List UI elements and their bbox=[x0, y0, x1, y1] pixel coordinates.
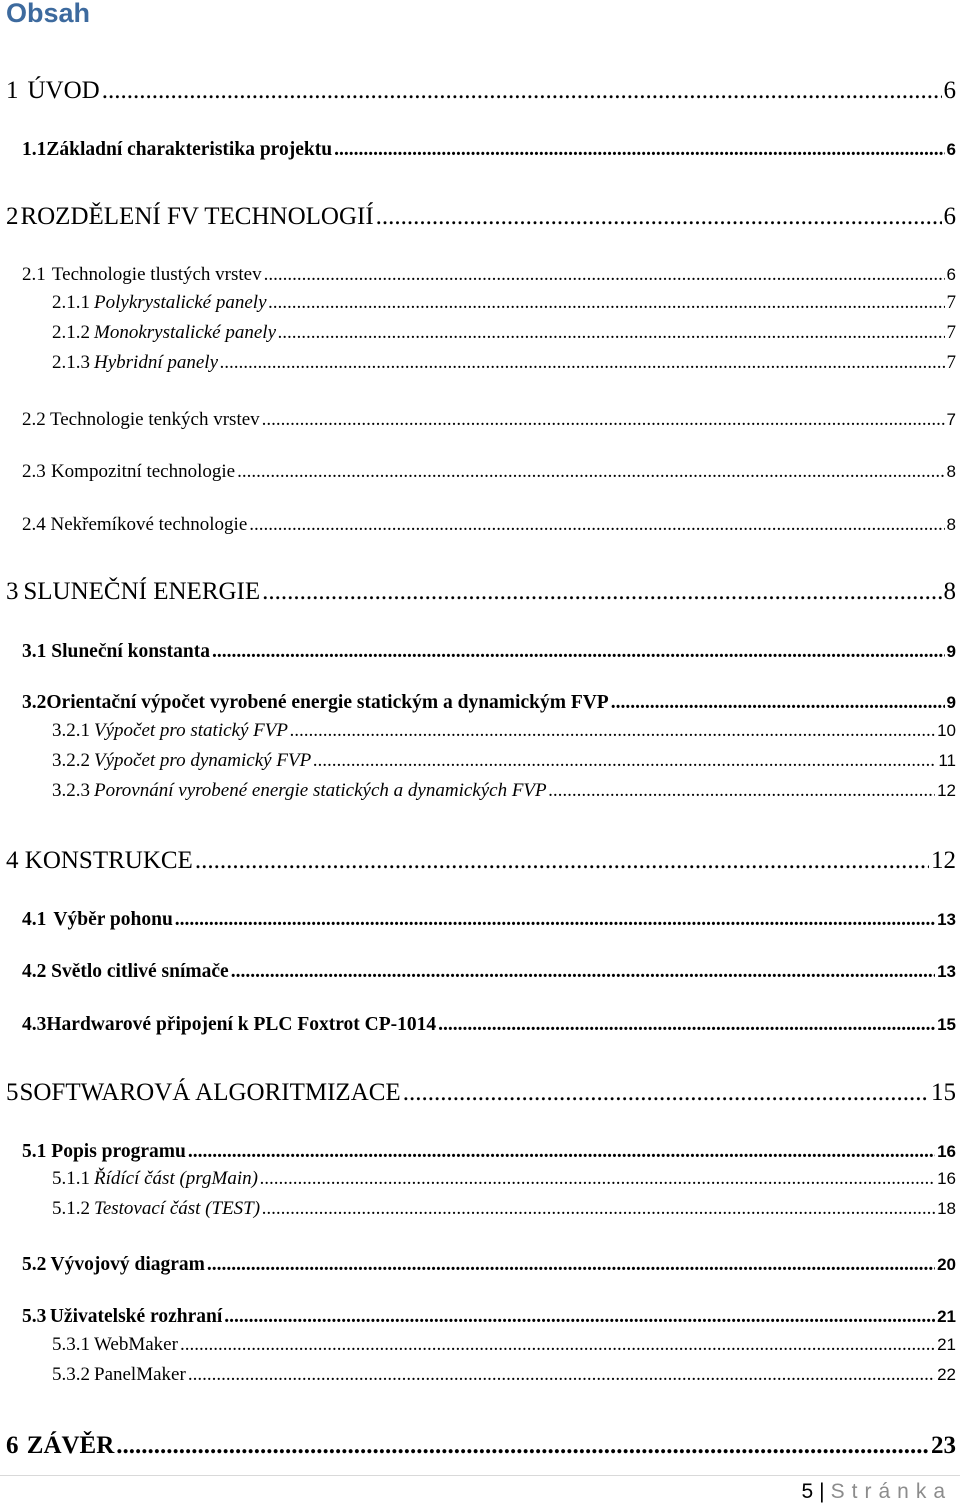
toc-number: 4.2 bbox=[22, 961, 47, 982]
toc-entry-subsection[interactable] bbox=[52, 322, 956, 344]
toc-entry-section[interactable] bbox=[22, 264, 956, 286]
toc-leader-dots bbox=[264, 264, 945, 286]
toc-page-number: 7 bbox=[946, 322, 956, 343]
toc-entry-section[interactable] bbox=[22, 139, 956, 163]
toc-leader-dots bbox=[212, 641, 945, 663]
toc-leader-dots bbox=[231, 961, 935, 983]
toc-title: ROZDĚLENÍ FV TECHNOLOGIÍ bbox=[20, 203, 374, 230]
toc-leader-dots bbox=[376, 203, 942, 231]
toc-entry-section[interactable] bbox=[22, 1014, 956, 1038]
toc-number: 1.1 bbox=[22, 139, 47, 160]
toc-number: 4.3 bbox=[22, 1014, 47, 1035]
toc-leader-dots bbox=[237, 461, 944, 483]
toc-title: Kompozitní technologie bbox=[50, 461, 236, 482]
toc-title: Výběr pohonu bbox=[53, 909, 173, 930]
toc-number: 5.3.2 bbox=[52, 1364, 90, 1385]
toc-number: 3.2 bbox=[22, 692, 47, 713]
toc-entry-subsection[interactable] bbox=[52, 780, 956, 802]
toc-title: Sluneční konstanta bbox=[51, 641, 210, 662]
toc-number: 2.3 bbox=[22, 461, 46, 482]
toc-number: 5.3 bbox=[22, 1306, 47, 1327]
toc-number: 6 bbox=[6, 1432, 19, 1459]
toc-page-number: 7 bbox=[946, 352, 956, 373]
toc-page-number: 10 bbox=[937, 721, 956, 740]
toc-title: Testovací část (TEST) bbox=[94, 1198, 261, 1219]
toc-title: Polykrystalické panely bbox=[94, 292, 267, 313]
toc-title: Monokrystalické panely bbox=[94, 322, 277, 343]
toc-entry-subsection[interactable] bbox=[52, 352, 956, 374]
toc-page-number: 8 bbox=[943, 578, 956, 605]
footer-page-number: 5 bbox=[801, 1480, 814, 1503]
toc-page-number: 15 bbox=[931, 1079, 956, 1106]
toc-entry-section[interactable] bbox=[22, 961, 956, 985]
toc-entry-subsection[interactable] bbox=[52, 750, 956, 772]
toc-page-number: 21 bbox=[937, 1307, 956, 1326]
toc-leader-dots bbox=[175, 909, 935, 931]
toc-number: 2.1.2 bbox=[52, 322, 90, 343]
toc-entry-chapter[interactable] bbox=[6, 1079, 956, 1109]
toc-number: 4 bbox=[6, 847, 19, 874]
toc-title: Technologie tenkých vrstev bbox=[49, 409, 260, 430]
toc-number: 4.1 bbox=[22, 909, 47, 930]
toc-leader-dots bbox=[207, 1254, 935, 1276]
toc-entry-section[interactable] bbox=[22, 461, 956, 483]
page-footer bbox=[801, 1480, 952, 1504]
toc-title: Výpočet pro dynamický FVP bbox=[94, 750, 312, 771]
toc-number: 3.2.2 bbox=[52, 750, 90, 771]
toc-page-number: 12 bbox=[937, 781, 956, 800]
toc-leader-dots bbox=[262, 578, 941, 606]
toc-leader-dots bbox=[116, 1432, 929, 1460]
toc-title: Vývojový diagram bbox=[50, 1254, 205, 1275]
toc-leader-dots bbox=[220, 352, 944, 374]
toc-title: ÚVOD bbox=[27, 77, 100, 104]
toc-leader-dots bbox=[313, 750, 936, 772]
toc-leader-dots bbox=[195, 847, 929, 875]
toc-leader-dots bbox=[262, 409, 945, 431]
toc-number: 5.3.1 bbox=[52, 1334, 90, 1355]
toc-leader-dots bbox=[278, 322, 944, 344]
toc-entry-section[interactable] bbox=[22, 1306, 956, 1330]
toc-title: Výpočet pro statický FVP bbox=[94, 720, 288, 741]
toc-entry-section[interactable] bbox=[22, 909, 956, 933]
toc-entry-subsection[interactable] bbox=[52, 720, 956, 742]
toc-page-number: 12 bbox=[931, 847, 956, 874]
toc-leader-dots bbox=[269, 292, 945, 314]
toc-number: 2.4 bbox=[22, 514, 46, 535]
toc-entry-section[interactable] bbox=[22, 1254, 956, 1278]
toc-page-number: 6 bbox=[946, 265, 956, 284]
toc-number: 2.1.3 bbox=[52, 352, 90, 373]
toc-leader-dots bbox=[290, 720, 935, 742]
toc-leader-dots bbox=[611, 692, 945, 714]
toc-leader-dots bbox=[249, 514, 944, 536]
toc-title: Řídící část (prgMain) bbox=[94, 1168, 258, 1189]
toc-title: KONSTRUKCE bbox=[24, 847, 193, 874]
toc-number: 1 bbox=[6, 77, 19, 104]
toc-number: 5.1 bbox=[22, 1141, 47, 1162]
toc-page-number: 13 bbox=[937, 962, 956, 981]
toc-title: PanelMaker bbox=[94, 1364, 186, 1385]
toc-entry-section[interactable] bbox=[22, 692, 956, 716]
toc-title: Hardwarové připojení k PLC Foxtrot CP-1014 bbox=[46, 1014, 437, 1035]
toc-title: SLUNEČNÍ ENERGIE bbox=[23, 578, 261, 605]
toc-page-number: 16 bbox=[937, 1142, 956, 1161]
toc-leader-dots bbox=[262, 1198, 935, 1220]
toc-page-number: 7 bbox=[946, 410, 956, 429]
toc-leader-dots bbox=[224, 1306, 935, 1328]
toc-title: Hybridní panely bbox=[94, 352, 219, 373]
toc-page-number: 18 bbox=[937, 1199, 956, 1218]
toc-number: 5.1.2 bbox=[52, 1198, 90, 1219]
toc-page-number: 7 bbox=[946, 292, 956, 313]
toc-page-number: 11 bbox=[938, 751, 956, 770]
toc-title: SOFTWAROVÁ ALGORITMIZACE bbox=[19, 1079, 401, 1106]
toc-number: 5.2 bbox=[22, 1254, 47, 1275]
toc-page-number: 9 bbox=[946, 642, 956, 661]
toc-leader-dots bbox=[549, 780, 935, 802]
toc-page-number: 21 bbox=[937, 1335, 956, 1354]
toc-number: 2.2 bbox=[22, 409, 46, 430]
toc-entry-subsection[interactable] bbox=[52, 292, 956, 314]
toc-page-number: 22 bbox=[937, 1365, 956, 1384]
toc-number: 2.1 bbox=[22, 264, 46, 285]
toc-title: Popis programu bbox=[51, 1141, 186, 1162]
toc-entry-subsection[interactable] bbox=[52, 1168, 956, 1190]
toc-title: Světlo citlivé snímače bbox=[51, 961, 229, 982]
toc-leader-dots bbox=[403, 1079, 929, 1107]
toc-page-number: 16 bbox=[937, 1169, 956, 1188]
toc-title: Uživatelské rozhraní bbox=[49, 1306, 223, 1327]
toc-title: Nekřemíkové technologie bbox=[50, 514, 248, 535]
toc-entry-subsection[interactable] bbox=[52, 1364, 956, 1386]
toc-title: Technologie tlustých vrstev bbox=[51, 264, 262, 285]
toc-title: Základní charakteristika projektu bbox=[46, 139, 333, 160]
toc-number: 5 bbox=[6, 1079, 19, 1106]
toc-number: 3 bbox=[6, 578, 19, 605]
toc-number: 2.1.1 bbox=[52, 292, 90, 313]
toc-entry-section[interactable] bbox=[22, 514, 956, 536]
toc-page-number: 6 bbox=[943, 203, 956, 230]
footer-divider bbox=[0, 1475, 960, 1476]
toc-entry-subsection[interactable] bbox=[52, 1198, 956, 1220]
toc-title: WebMaker bbox=[94, 1334, 178, 1355]
toc-entry-section[interactable] bbox=[22, 1141, 956, 1165]
page-title: Obsah bbox=[6, 0, 91, 28]
toc-title: Porovnání vyrobené energie statických a dynamických FVP bbox=[94, 780, 547, 801]
toc-page-number: 8 bbox=[946, 515, 956, 534]
toc-page-number: 23 bbox=[931, 1432, 956, 1459]
toc-leader-dots bbox=[438, 1014, 935, 1036]
toc-number: 3.1 bbox=[22, 641, 47, 662]
toc-entry-chapter[interactable] bbox=[6, 77, 956, 107]
footer-page-label: Stránka bbox=[830, 1480, 952, 1503]
toc-entry-chapter[interactable] bbox=[6, 203, 956, 233]
toc-number: 3.2.1 bbox=[52, 720, 90, 741]
toc-page-number: 6 bbox=[943, 77, 956, 104]
toc-leader-dots bbox=[188, 1364, 935, 1386]
toc-page-number: 15 bbox=[937, 1015, 956, 1034]
toc-page-number: 13 bbox=[937, 910, 956, 929]
toc-page-number: 6 bbox=[946, 140, 956, 159]
toc-number: 5.1.1 bbox=[52, 1168, 90, 1189]
toc-leader-dots bbox=[188, 1141, 935, 1163]
toc-entry-chapter[interactable] bbox=[6, 578, 956, 608]
toc-leader-dots bbox=[180, 1334, 935, 1356]
toc-leader-dots bbox=[102, 77, 942, 105]
toc-entry-section[interactable] bbox=[22, 409, 956, 431]
footer-separator: | bbox=[819, 1480, 825, 1503]
toc-title: Orientační výpočet vyrobené energie statickým a dynamickým FVP bbox=[46, 692, 609, 713]
toc-number: 3.2.3 bbox=[52, 780, 90, 801]
toc-leader-dots bbox=[260, 1168, 935, 1190]
toc-title: ZÁVĚR bbox=[26, 1432, 115, 1459]
toc-page-number: 9 bbox=[946, 693, 956, 712]
toc-entry-section[interactable] bbox=[22, 641, 956, 665]
toc-entry-subsection[interactable] bbox=[52, 1334, 956, 1356]
toc-page-number: 20 bbox=[937, 1255, 956, 1274]
toc-entry-chapter[interactable] bbox=[6, 847, 956, 877]
toc-number: 2 bbox=[6, 203, 19, 230]
toc-page-number: 8 bbox=[946, 462, 956, 481]
toc-leader-dots bbox=[334, 139, 944, 161]
toc-entry-chapter[interactable] bbox=[6, 1432, 956, 1462]
